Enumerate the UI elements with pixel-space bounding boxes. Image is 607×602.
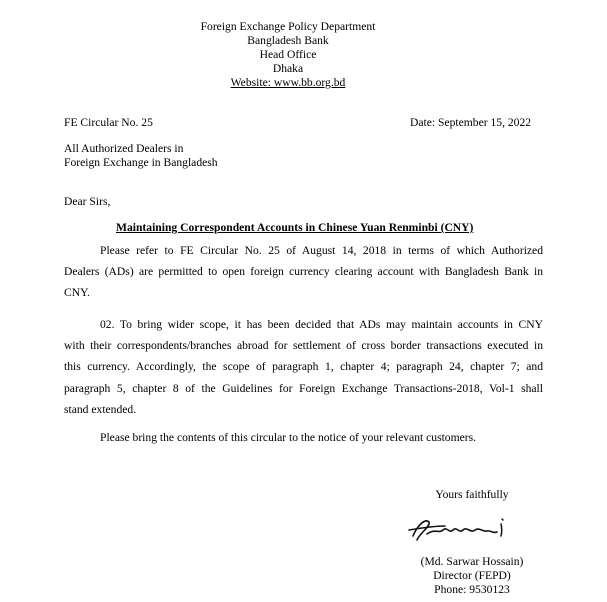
paragraph-2 [64,314,543,420]
paragraph-line: Dealers (ADs) are permitted to open foreign currency clearing account with Bangladesh Bank in [64,265,543,279]
signatory-title: Director (FEPD) [433,569,511,582]
paragraph-line: stand extended. [64,402,137,416]
subject-line: Maintaining Correspondent Accounts in Chinese Yuan Renminbi (CNY) [116,221,474,234]
paragraph-line: Please refer to FE Circular No. 25 of August 14, 2018 in terms of which Authorized [100,244,543,257]
paragraph-line: with their correspondents/branches abroad for settlement of cross border transactions executed in [64,339,543,353]
circular-number: FE Circular No. 25 [64,116,153,129]
signatory-name: (Md. Sarwar Hossain) [420,555,524,568]
circular-date: Date: September 15, 2022 [410,116,532,129]
paragraph-line: this currency. Accordingly, the scope of paragraph 1, chapter 4; paragraph 24, chapter 7; and [64,360,543,374]
paragraph-line: paragraph 5, chapter 8 of the Guidelines for Foreign Exchange Transactions-2018, Vol-1 shall [64,381,543,395]
paragraph-line: 02. To bring wider scope, it has been decided that ADs may maintain accounts in CNY [100,318,543,331]
website-link[interactable]: Website: www.bb.org.bd [230,76,346,89]
addressee-line-1: All Authorized Dealers in [64,142,184,155]
handwritten-signature [405,512,515,546]
paragraph-line: CNY. [64,286,90,300]
bank-name: Bangladesh Bank [247,34,329,47]
valediction: Yours faithfully [435,488,509,501]
salutation: Dear Sirs, [64,195,111,208]
paragraph-1 [64,240,543,304]
paragraph-3: Please bring the contents of this circular to the notice of your relevant customers. [100,431,477,444]
addressee-line-2: Foreign Exchange in Bangladesh [64,156,218,169]
department-name: Foreign Exchange Policy Department [200,20,376,33]
city-name: Dhaka [272,62,304,75]
office-name: Head Office [259,48,317,61]
signatory-phone: Phone: 9530123 [434,583,510,596]
